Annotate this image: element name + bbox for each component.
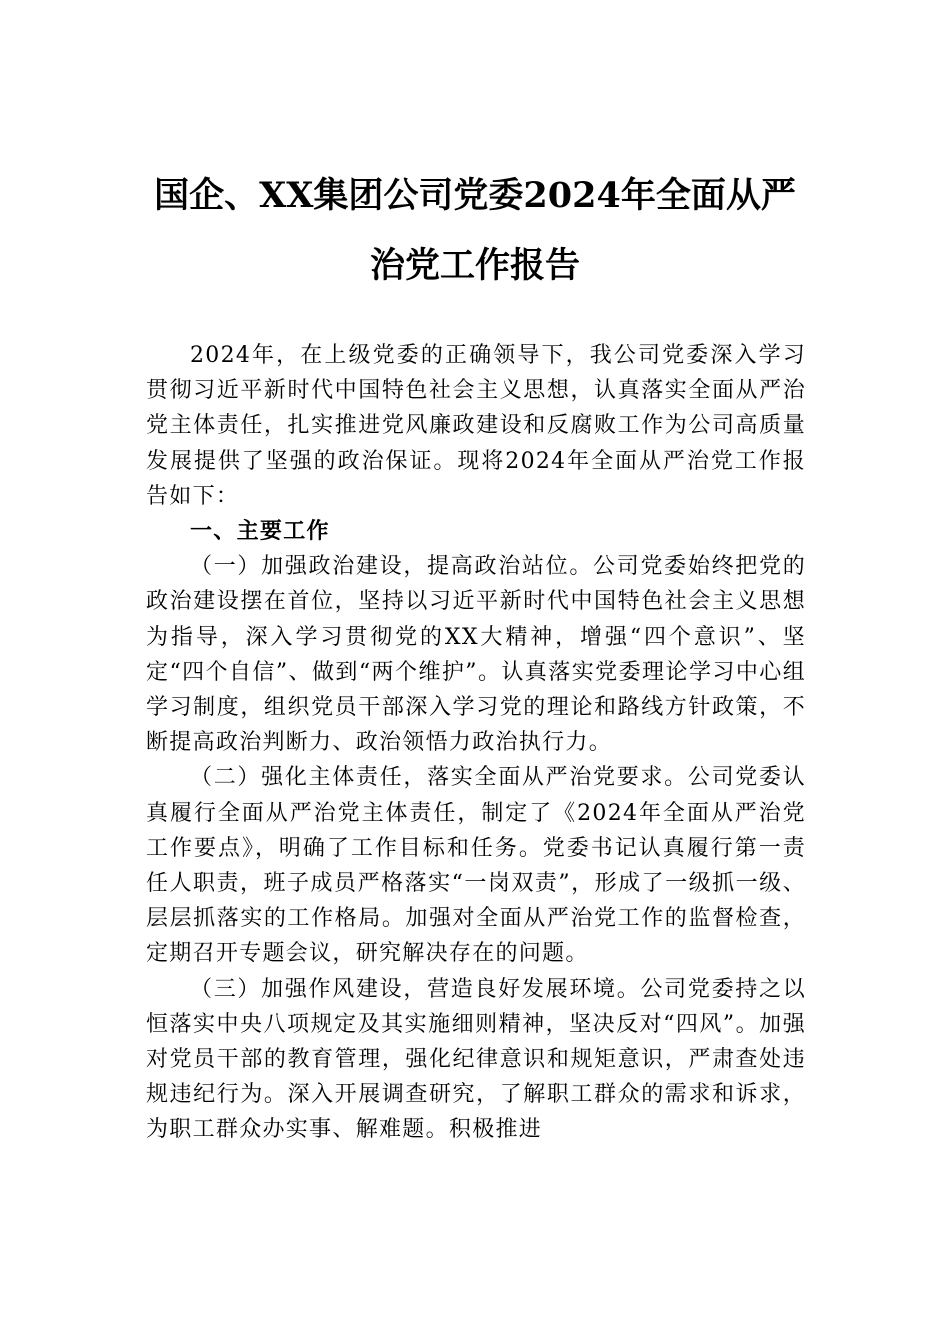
document-title-line-1: 国企、XX集团公司党委2024年全面从严 (154, 175, 796, 216)
paragraph-item-2: （二）强化主体责任，落实全面从严治党要求。公司党委认真履行全面从严治党主体责任，制定了《2024年全面从严治党工作要点》，明确了工作目标和任务。党委书记认真履行第一责任人职责，班子成员严格落实“一岗双责”，形成了一级抓一级、层层抓落实的工作格局。加强对全面从严治党工作的监督检查，定期召开专题会议，研究解决存在的问题。 (146, 765, 806, 967)
paragraph-item-3: （三）加强作风建设，营造良好发展环境。公司党委持之以恒落实中央八项规定及其实施细则精神，坚决反对“四风”。加强对党员干部的教育管理，强化纪律意识和规矩意识，严肃查处违规违纪行为。深入开展调查研究，了解职工群众的需求和诉求，为职工群众办实事、解难题。积极推进 (146, 976, 806, 1143)
document-title-line-2: 治党工作报告 (369, 245, 580, 286)
document-body (146, 338, 806, 1148)
intro-paragraph: 2024年，在上级党委的正确领导下，我公司党委深入学习贯彻习近平新时代中国特色社会主义思想，认真落实全面从严治党主体责任，扎实推进党风廉政建设和反腐败工作为公司高质量发展提供了坚强的政治保证。现将2024年全面从严治党工作报告如下： (146, 343, 806, 509)
section-heading-main-work: 一、主要工作 (190, 519, 330, 545)
paragraph-item-1: （一）加强政治建设，提高政治站位。公司党委始终把党的政治建设摆在首位，坚持以习近平新时代中国特色社会主义思想为指导，深入学习贯彻党的XX大精神，增强“四个意识”、坚定“四个自信”、做到“两个维护”。认真落实党委理论学习中心组学习制度，组织党员干部深入学习党的理论和路线方针政策，不断提高政治判断力、政治领悟力政治执行力。 (146, 554, 806, 756)
